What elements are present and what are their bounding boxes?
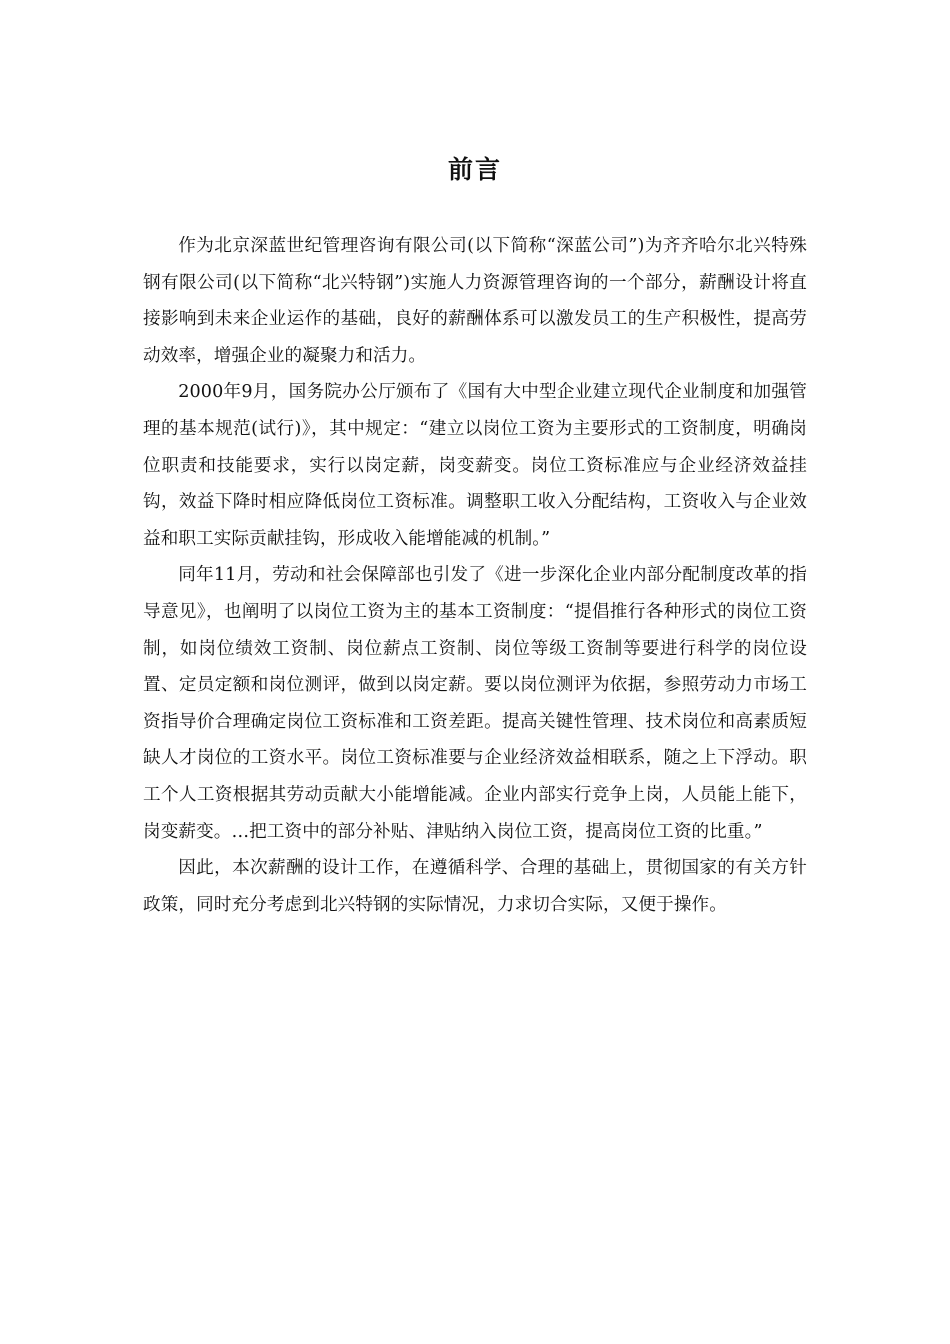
paragraph-state-council: 2000年9月，国务院办公厅颁布了《国有大中型企业建立现代企业制度和加强管理的基本规范(试行)》，其中规定：“建立以岗位工资为主要形式的工资制度，明确岗位职责和技能要求，实行以岗定薪，岗变薪变。岗位工资标准应与企业经济效益挂钩，效益下降时相应降低岗位工资标准。调整职工收入分配结构，工资收入与企业效益和职工实际贡献挂钩，形成收入能增能减的机制。” [143,382,807,549]
page-title: 前言 [447,155,502,184]
document-body [143,228,807,923]
paragraph-intro: 作为北京深蓝世纪管理咨询有限公司(以下简称“深蓝公司”)为齐齐哈尔北兴特殊钢有限公司(以下简称“北兴特钢”)实施人力资源管理咨询的一个部分，薪酬设计将直接影响到未来企业运作的基础，良好的薪酬体系可以激发员工的生产积极性，提高劳动效率，增强企业的凝聚力和活力。 [143,236,807,366]
paragraph-conclusion: 因此，本次薪酬的设计工作，在遵循科学、合理的基础上，贯彻国家的有关方针政策，同时充分考虑到北兴特钢的实际情况，力求切合实际，又便于操作。 [143,858,807,915]
paragraph-labor-ministry: 同年11月，劳动和社会保障部也引发了《进一步深化企业内部分配制度改革的指导意见》，也阐明了以岗位工资为主的基本工资制度：“提倡推行各种形式的岗位工资制，如岗位绩效工资制、岗位薪点工资制、岗位等级工资制等要进行科学的岗位设置、定员定额和岗位测评，做到以岗定薪。要以岗位测评为依据，参照劳动力市场工资指导价合理确定岗位工资标准和工资差距。提高关键性管理、技术岗位和高素质短缺人才岗位的工资水平。岗位工资标准要与企业经济效益相联系，随之上下浮动。职工个人工资根据其劳动贡献大小能增能减。企业内部实行竞争上岗，人员能上能下，岗变薪变。…把工资中的部分补贴、津贴纳入岗位工资，提高岗位工资的比重。” [143,565,807,842]
